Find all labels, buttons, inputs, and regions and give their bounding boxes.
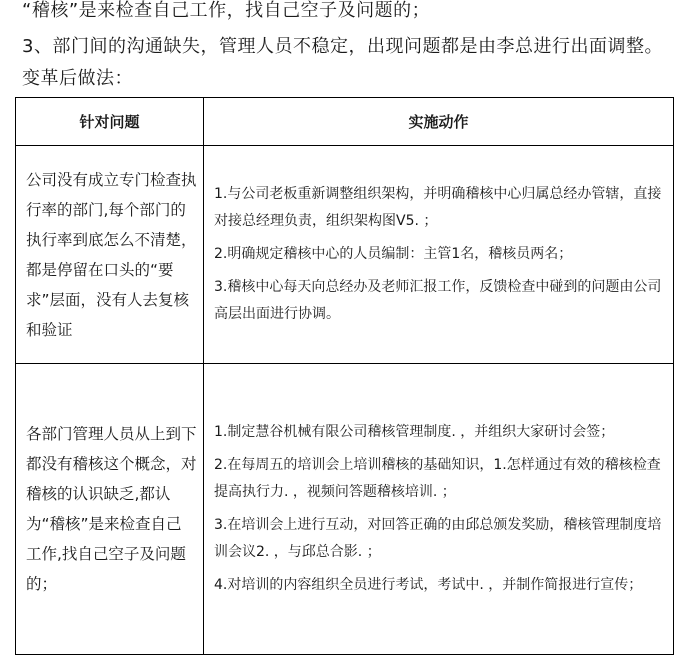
action-cell — [204, 146, 674, 364]
action-item: 1.与公司老板重新调整组织架构，并明确稽核中心归属总经办管辖，直接对接总经理负责，组织架构图V5. ； — [214, 186, 662, 229]
action-cell — [204, 364, 674, 655]
action-item: 3.在培训会上进行互动，对回答正确的由邱总颁发奖励，稽核管理制度培训会议2. ，与邱总合影. ； — [214, 517, 662, 560]
problem-cell: 公司没有成立专门检查执行率的部门,每个部门的执行率到底怎么不清楚，都是停留在口头的“要求”层面，没有人去复核和验证 — [16, 146, 204, 364]
intro-line-1: “稽核”是来检查自己工作，找自己空子及问题的； — [22, 0, 431, 21]
problem-cell: 各部门管理人员从上到下都没有稽核这个概念，对稽核的认识缺乏,都认为“稽核”是来检查自己工作,找自己空子及问题的； — [16, 364, 204, 655]
action-item: 4.对培训的内容组织全员进行考试，考试中. ，并制作简报进行宣传； — [214, 577, 643, 593]
action-item: 2.明确规定稽核中心的人员编制：主管1名，稽核员两名； — [214, 246, 573, 262]
table-row — [16, 364, 674, 655]
header-problem: 针对问题 — [16, 98, 204, 146]
table-header-row — [16, 98, 674, 146]
header-action: 实施动作 — [204, 98, 674, 146]
action-item: 3.稽核中心每天向总经办及老师汇报工作，反馈检查中碰到的问题由公司高层出面进行协调。 — [214, 279, 662, 322]
action-item: 1.制定慧谷机械有限公司稽核管理制度. ，并组织大家研讨会签； — [214, 424, 615, 440]
action-item: 2.在每周五的培训会上培训稽核的基础知识，1.怎样通过有效的稽核检查提高执行力. ，视频问答题稽核培训. ； — [214, 457, 661, 500]
reform-table — [15, 97, 674, 655]
table-row — [16, 146, 674, 364]
intro-line-2: 3、部门间的沟通缺失，管理人员不稳定，出现问题都是由李总进行出面调整。 — [22, 36, 663, 57]
intro-line-3: 变革后做法： — [22, 68, 133, 89]
